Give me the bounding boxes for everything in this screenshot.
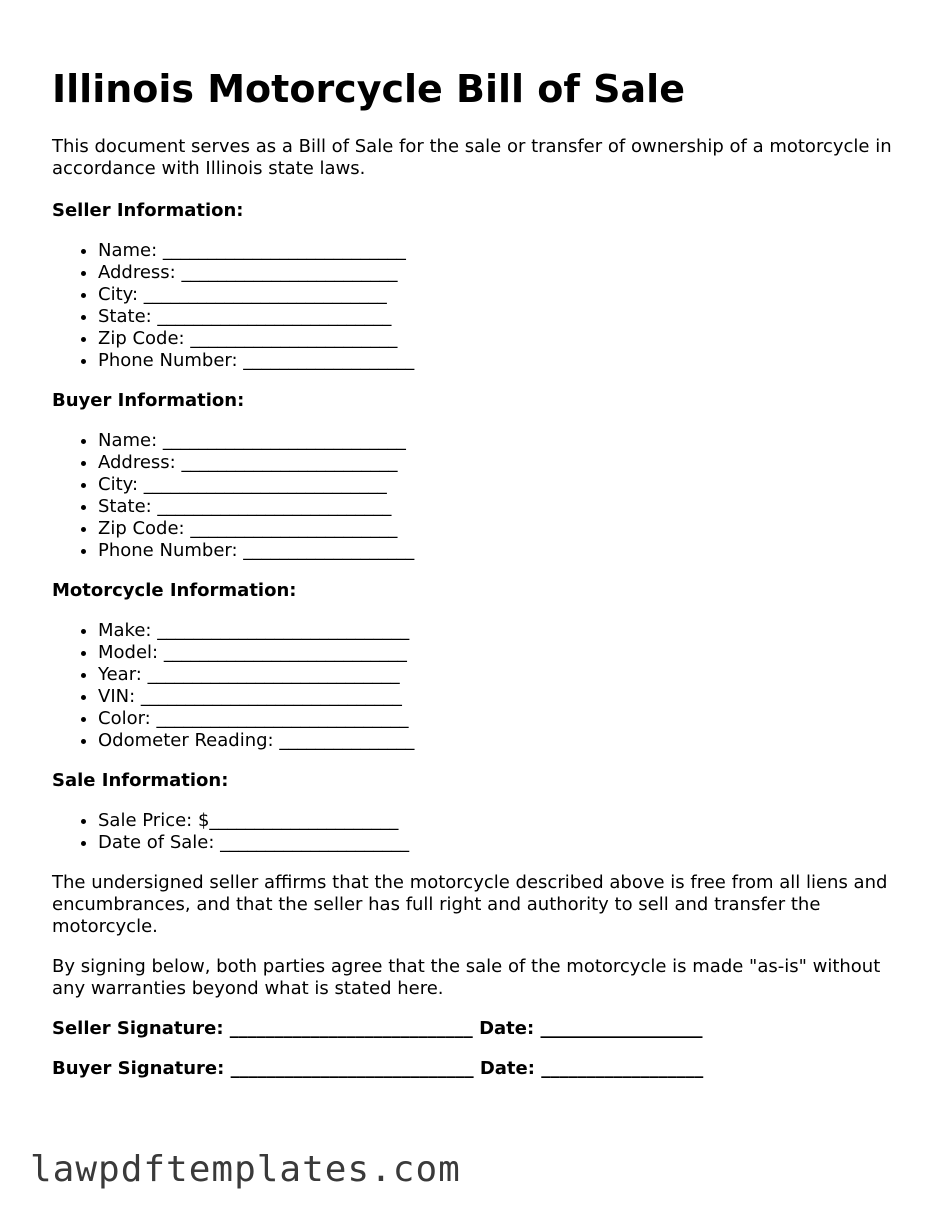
seller-signature-line: Seller Signature: ___________________________ Date: __________________ bbox=[52, 1018, 703, 1039]
site-watermark: lawpdftemplates.com bbox=[30, 1149, 461, 1190]
buyer-section-heading: Buyer Information: bbox=[52, 390, 245, 411]
seller-section-heading: Seller Information: bbox=[52, 200, 244, 221]
intro-paragraph: This document serves as a Bill of Sale for the sale or transfer of ownership of a motorcycle in accordance with Illinois state laws. bbox=[52, 136, 892, 179]
buyer-name-field: • Name: ___________________________ bbox=[98, 430, 892, 452]
buyer-phone-field: • Phone Number: ___________________ bbox=[98, 540, 892, 562]
document-title: Illinois Motorcycle Bill of Sale bbox=[52, 67, 685, 111]
sale-price-field: • Sale Price: $_____________________ bbox=[98, 810, 892, 832]
seller-state-field: • State: __________________________ bbox=[98, 306, 892, 328]
motorcycle-odometer-field: • Odometer Reading: _______________ bbox=[98, 730, 892, 752]
seller-address-field: • Address: ________________________ bbox=[98, 262, 892, 284]
buyer-state-field: • State: __________________________ bbox=[98, 496, 892, 518]
seller-name-field: • Name: ___________________________ bbox=[98, 240, 892, 262]
motorcycle-year-field: • Year: ____________________________ bbox=[98, 664, 892, 686]
buyer-city-field: • City: ___________________________ bbox=[98, 474, 892, 496]
motorcycle-vin-field: • VIN: _____________________________ bbox=[98, 686, 892, 708]
seller-zip-field: • Zip Code: _______________________ bbox=[98, 328, 892, 350]
agreement-paragraph: By signing below, both parties agree that the sale of the motorcycle is made "as-is" without any warranties beyond what is stated here. bbox=[52, 956, 881, 999]
sale-fields-list bbox=[52, 810, 892, 854]
sale-section-heading: Sale Information: bbox=[52, 770, 229, 791]
sale-date-field: • Date of Sale: _____________________ bbox=[98, 832, 892, 854]
buyer-zip-field: • Zip Code: _______________________ bbox=[98, 518, 892, 540]
buyer-signature-line: Buyer Signature: ___________________________ Date: __________________ bbox=[52, 1058, 704, 1079]
motorcycle-fields-list bbox=[52, 620, 892, 752]
seller-city-field: • City: ___________________________ bbox=[98, 284, 892, 306]
affirmation-paragraph: The undersigned seller affirms that the motorcycle described above is free from all liens and encumbrances, and that the seller has full right and authority to sell and transfer the motorcycle. bbox=[52, 872, 888, 937]
seller-fields-list bbox=[52, 240, 892, 372]
buyer-fields-list bbox=[52, 430, 892, 562]
motorcycle-color-field: • Color: ____________________________ bbox=[98, 708, 892, 730]
motorcycle-section-heading: Motorcycle Information: bbox=[52, 580, 297, 601]
document-page bbox=[52, 66, 892, 1080]
motorcycle-make-field: • Make: ____________________________ bbox=[98, 620, 892, 642]
motorcycle-model-field: • Model: ___________________________ bbox=[98, 642, 892, 664]
buyer-address-field: • Address: ________________________ bbox=[98, 452, 892, 474]
seller-phone-field: • Phone Number: ___________________ bbox=[98, 350, 892, 372]
